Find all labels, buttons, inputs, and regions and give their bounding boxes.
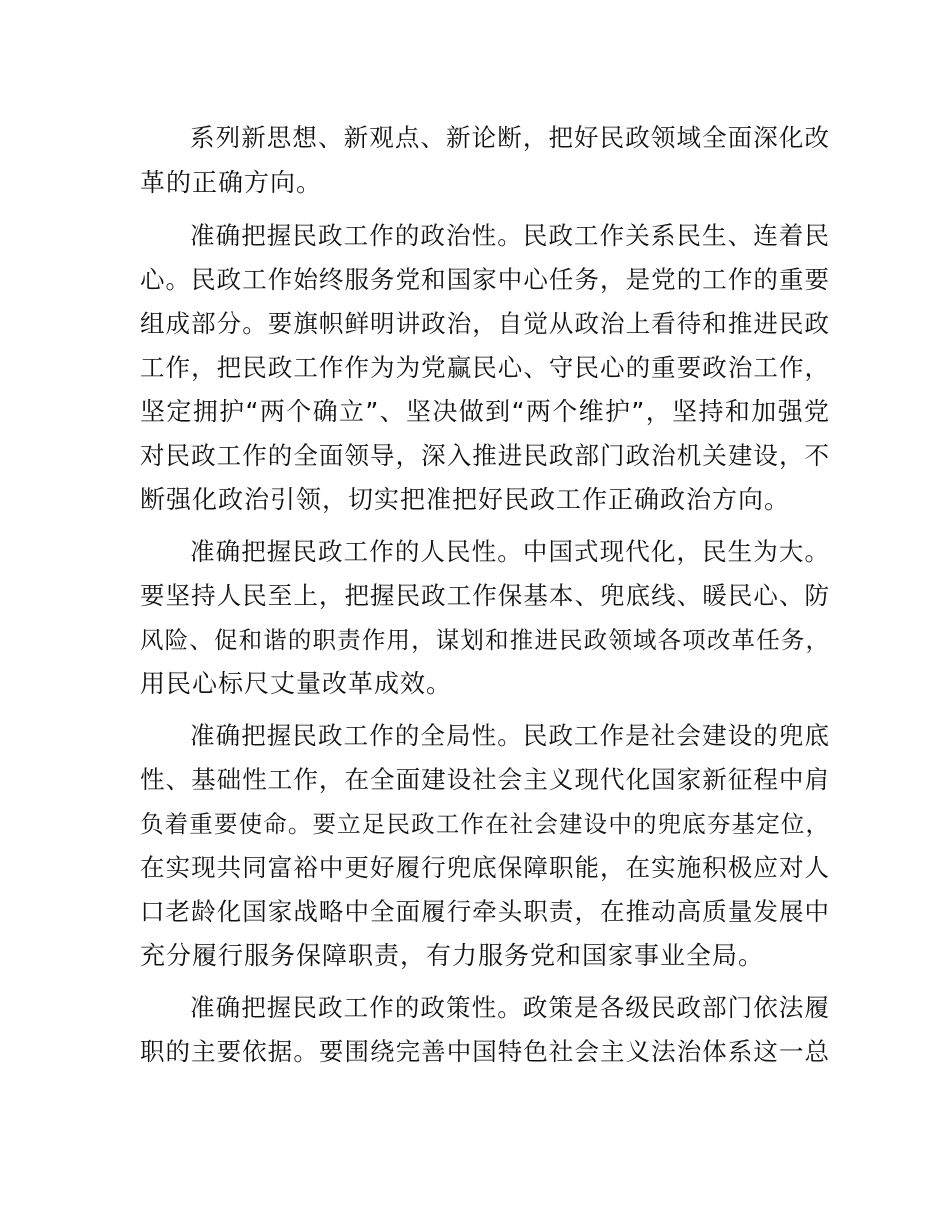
paragraph-4-line-1: 准确把握民政工作的全局性。民政工作是社会建设的兜底: [190, 721, 830, 750]
paragraph-2-line-7: 断强化政治引领，切实把准把好民政工作正确政治方向。: [140, 485, 791, 514]
paragraph-2-line-4: 工作，把民政工作作为为党赢民心、守民心的重要政治工作，: [140, 353, 830, 382]
paragraph-5-line-2: 职的主要依据。要围绕完善中国特色社会主义法治体系这一总: [140, 1037, 830, 1066]
paragraph-2-line-6: 对民政工作的全面领导，深入推进民政部门政治机关建设，不: [140, 441, 830, 470]
paragraph-1-line-2: 革的正确方向。: [140, 168, 323, 197]
paragraph-4-line-4: 在实现共同富裕中更好履行兜底保障职能，在实施积极应对人: [140, 853, 830, 882]
paragraph-2-line-5: 坚定拥护“两个确立”、坚决做到“两个维护”，坚持和加强党: [140, 397, 830, 426]
paragraph-2-line-3: 组成部分。要旗帜鲜明讲政治，自觉从政治上看待和推进民政: [140, 309, 830, 338]
paragraph-4-line-5: 口老龄化国家战略中全面履行牵头职责，在推动高质量发展中: [140, 897, 830, 926]
paragraph-3-line-2: 要坚持人民至上，把握民政工作保基本、兜底线、暖民心、防: [140, 581, 830, 610]
paragraph-1-line-1: 系列新思想、新观点、新论断，把好民政领域全面深化改: [190, 123, 830, 152]
paragraph-4-line-2: 性、基础性工作，在全面建设社会主义现代化国家新征程中肩: [140, 765, 830, 794]
paragraph-4-line-3: 负着重要使命。要立足民政工作在社会建设中的兜底夯基定位，: [140, 810, 830, 838]
paragraph-3-line-4: 用民心标尺丈量改革成效。: [140, 669, 453, 698]
paragraph-2-line-1: 准确把握民政工作的政治性。民政工作关系民生、连着民: [190, 221, 830, 250]
paragraph-2-line-2: 心。民政工作始终服务党和国家中心任务，是党的工作的重要: [140, 265, 830, 294]
paragraph-3-line-1: 准确把握民政工作的人民性。中国式现代化，民生为大。: [190, 537, 830, 566]
paragraph-5-line-1: 准确把握民政工作的政策性。政策是各级民政部门依法履: [190, 993, 830, 1022]
paragraph-3-line-3: 风险、促和谐的职责作用，谋划和推进民政领域各项改革任务，: [140, 626, 830, 654]
paragraph-4-line-6: 充分履行服务保障职责，有力服务党和国家事业全局。: [140, 941, 765, 970]
